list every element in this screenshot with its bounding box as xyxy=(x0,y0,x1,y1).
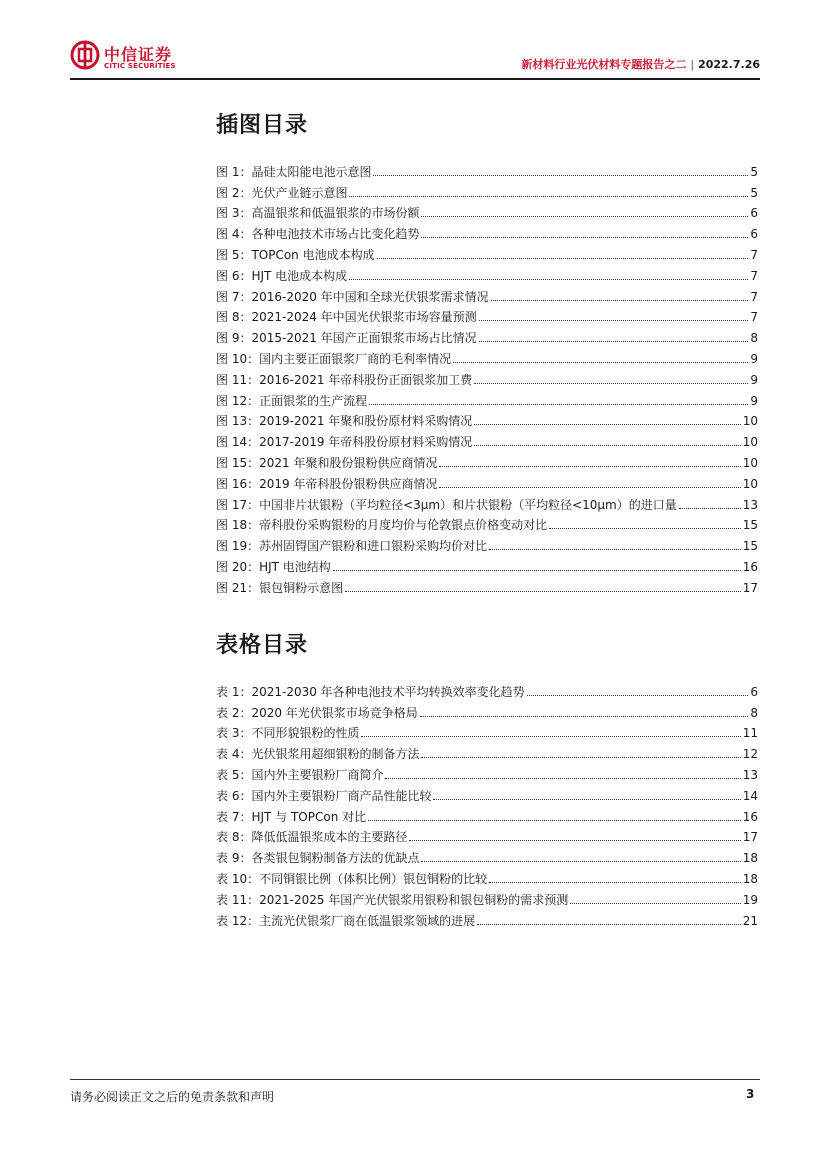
toc-entry-label: 图 7：2016-2020 年中国和全球光伏银浆需求情况 xyxy=(216,289,489,304)
toc-page-number: 10 xyxy=(742,435,758,450)
toc-page-number: 9 xyxy=(750,372,758,387)
toc-page-number: 9 xyxy=(750,393,758,408)
toc-page-number: 16 xyxy=(742,809,758,824)
toc-entry-label: 图 16：2019 年帝科股份银粉供应商情况 xyxy=(216,476,438,491)
toc-entry-label: 图 3：高温银浆和低温银浆的市场份额 xyxy=(216,206,420,221)
toc-page-number: 7 xyxy=(750,289,758,304)
toc-dot-leader xyxy=(333,570,741,571)
toc-entry-label: 图 15：2021 年聚和股份银粉供应商情况 xyxy=(216,455,438,470)
toc-page-number: 7 xyxy=(750,247,758,262)
toc-page-number: 7 xyxy=(750,310,758,325)
toc-page-number: 10 xyxy=(742,476,758,491)
citic-emblem-icon xyxy=(70,40,100,70)
report-series-title: 新材料行业光伏材料专题报告之二 xyxy=(521,58,687,71)
toc-dot-leader xyxy=(369,404,748,405)
toc-dot-leader xyxy=(489,549,741,550)
toc-page-number: 7 xyxy=(750,268,758,283)
table-toc-entry[interactable] xyxy=(216,865,758,886)
figure-toc-entry[interactable] xyxy=(216,283,758,304)
logo-english-name: CITIC SECURITIES xyxy=(104,62,176,70)
toc-entry-label: 图 14：2017-2019 年帝科股份原材料采购情况 xyxy=(216,435,473,450)
figure-toc-entry[interactable] xyxy=(216,220,758,241)
toc-dot-leader xyxy=(377,258,749,259)
toc-dot-leader xyxy=(420,716,749,717)
toc-page-number: 11 xyxy=(742,726,758,741)
figure-toc-entry[interactable] xyxy=(216,179,758,200)
toc-dot-leader xyxy=(421,216,748,217)
table-toc-entry[interactable] xyxy=(216,678,758,699)
toc-dot-leader xyxy=(489,882,741,883)
toc-dot-leader xyxy=(453,362,748,363)
header-divider xyxy=(70,78,760,80)
figure-toc-entry[interactable] xyxy=(216,428,758,449)
toc-entry-label: 图 4：各种电池技术市场占比变化趋势 xyxy=(216,227,420,242)
toc-page-number: 18 xyxy=(742,871,758,886)
report-title xyxy=(521,56,760,72)
toc-page-number: 6 xyxy=(750,206,758,221)
toc-entry-label: 表 12：主流光伏银浆厂商在低温银浆领域的进展 xyxy=(216,913,476,928)
table-toc-entry[interactable] xyxy=(216,886,758,907)
footer-divider xyxy=(70,1079,760,1080)
toc-entry-label: 图 2：光伏产业链示意图 xyxy=(216,185,348,200)
toc-dot-leader xyxy=(474,424,740,425)
figure-toc-entry[interactable] xyxy=(216,408,758,429)
toc-entry-label: 表 3：不同形貌银粉的性质 xyxy=(216,726,360,741)
figure-toc-entry[interactable] xyxy=(216,491,758,512)
table-toc-entry[interactable] xyxy=(216,740,758,761)
toc-dot-leader xyxy=(345,591,741,592)
toc-dot-leader xyxy=(549,528,741,529)
toc-entry-label: 图 8：2021-2024 年中国光伏银浆市场容量预测 xyxy=(216,310,477,325)
toc-entry-label: 表 7：HJT 与 TOPCon 对比 xyxy=(216,809,367,824)
table-toc-entry[interactable] xyxy=(216,907,758,928)
toc-page-number: 13 xyxy=(742,767,758,782)
figure-toc-entry[interactable] xyxy=(216,345,758,366)
toc-dot-leader xyxy=(491,300,749,301)
toc-entry-label: 图 17：中国非片状银粉（平均粒径<3μm）和片状银粉（平均粒径<10μm）的进口量 xyxy=(216,497,677,512)
toc-dot-leader xyxy=(421,861,740,862)
figure-toc-entry[interactable] xyxy=(216,200,758,221)
toc-entry-label: 表 10：不同铜银比例（体积比例）银包铜粉的比较 xyxy=(216,871,488,886)
figures-toc-title: 插图目录 xyxy=(216,113,309,138)
figure-toc-entry[interactable] xyxy=(216,262,758,283)
toc-dot-leader xyxy=(479,320,749,321)
toc-dot-leader xyxy=(439,466,740,467)
tables-toc-title: 表格目录 xyxy=(216,633,309,658)
toc-dot-leader xyxy=(433,799,740,800)
toc-dot-leader xyxy=(477,924,741,925)
toc-entry-label: 表 8：降低低温银浆成本的主要路径 xyxy=(216,830,408,845)
toc-page-number: 15 xyxy=(742,518,758,533)
toc-dot-leader xyxy=(439,487,740,488)
toc-entry-label: 表 6：国内外主要银粉厂商产品性能比较 xyxy=(216,788,432,803)
table-toc-entry[interactable] xyxy=(216,844,758,865)
toc-dot-leader xyxy=(385,778,740,779)
toc-page-number: 8 xyxy=(750,331,758,346)
toc-dot-leader xyxy=(421,757,740,758)
toc-dot-leader xyxy=(361,736,740,737)
toc-entry-label: 表 2：2020 年光伏银浆市场竞争格局 xyxy=(216,705,418,720)
table-toc-entry[interactable] xyxy=(216,761,758,782)
toc-dot-leader xyxy=(373,175,748,176)
toc-dot-leader xyxy=(349,196,748,197)
toc-page-number: 17 xyxy=(742,580,758,595)
toc-page-number: 5 xyxy=(750,164,758,179)
toc-page-number: 10 xyxy=(742,455,758,470)
toc-page-number: 6 xyxy=(750,684,758,699)
toc-page-number: 18 xyxy=(742,851,758,866)
toc-page-number: 13 xyxy=(742,497,758,512)
figure-toc-entry[interactable] xyxy=(216,532,758,553)
figure-toc-entry[interactable] xyxy=(216,574,758,595)
toc-page-number: 14 xyxy=(742,788,758,803)
toc-dot-leader xyxy=(349,279,748,280)
figure-toc-entry[interactable] xyxy=(216,366,758,387)
toc-page-number: 12 xyxy=(742,747,758,762)
toc-entry-label: 表 5：国内外主要银粉厂商简介 xyxy=(216,767,384,782)
toc-page-number: 5 xyxy=(750,185,758,200)
toc-page-number: 6 xyxy=(750,227,758,242)
figure-toc-entry[interactable] xyxy=(216,553,758,574)
toc-page-number: 9 xyxy=(750,351,758,366)
toc-page-number: 16 xyxy=(742,559,758,574)
table-toc-entry[interactable] xyxy=(216,720,758,741)
toc-page-number: 15 xyxy=(742,539,758,554)
toc-entry-label: 图 5：TOPCon 电池成本构成 xyxy=(216,247,375,262)
figure-toc-entry[interactable] xyxy=(216,241,758,262)
toc-entry-label: 图 6：HJT 电池成本构成 xyxy=(216,268,348,283)
toc-dot-leader xyxy=(474,445,740,446)
table-toc-entry[interactable] xyxy=(216,803,758,824)
toc-page-number: 21 xyxy=(742,913,758,928)
citic-securities-logo xyxy=(70,36,210,76)
toc-entry-label: 表 1：2021-2030 年各种电池技术平均转换效率变化趋势 xyxy=(216,684,525,699)
toc-entry-label: 图 1：晶硅太阳能电池示意图 xyxy=(216,164,372,179)
toc-page-number: 19 xyxy=(742,892,758,907)
toc-entry-label: 表 11：2021-2025 年国产光伏银浆用银粉和银包铜粉的需求预测 xyxy=(216,892,569,907)
figure-toc-entry[interactable] xyxy=(216,304,758,325)
toc-dot-leader xyxy=(409,840,740,841)
figures-toc xyxy=(216,158,758,595)
toc-page-number: 10 xyxy=(742,414,758,429)
logo-chinese-name: 中信证券 xyxy=(104,45,173,64)
toc-entry-label: 图 12：正面银浆的生产流程 xyxy=(216,393,368,408)
toc-dot-leader xyxy=(474,383,748,384)
figure-toc-entry[interactable] xyxy=(216,470,758,491)
toc-entry-label: 图 19：苏州固锝国产银粉和进口银粉采购均价对比 xyxy=(216,539,488,554)
toc-entry-label: 图 21：银包铜粉示意图 xyxy=(216,580,344,595)
toc-entry-label: 图 13：2019-2021 年聚和股份原材料采购情况 xyxy=(216,414,473,429)
figure-toc-entry[interactable] xyxy=(216,158,758,179)
toc-page-number: 17 xyxy=(742,830,758,845)
toc-entry-label: 图 18：帝科股份采购银粉的月度均价与伦敦银点价格变动对比 xyxy=(216,518,548,533)
toc-dot-leader xyxy=(368,820,741,821)
toc-entry-label: 图 11：2016-2021 年帝科股份正面银浆加工费 xyxy=(216,372,473,387)
toc-dot-leader xyxy=(679,508,741,509)
figure-toc-entry[interactable] xyxy=(216,324,758,345)
figure-toc-entry[interactable] xyxy=(216,387,758,408)
table-toc-entry[interactable] xyxy=(216,699,758,720)
table-toc-entry[interactable] xyxy=(216,824,758,845)
page-number: 3 xyxy=(746,1087,755,1101)
report-date: 2022.7.26 xyxy=(698,58,760,71)
toc-entry-label: 图 10：国内主要正面银浆厂商的毛利率情况 xyxy=(216,351,452,366)
page-header xyxy=(70,36,760,80)
toc-dot-leader xyxy=(479,341,749,342)
figure-toc-entry[interactable] xyxy=(216,512,758,533)
toc-entry-label: 表 4：光伏银浆用超细银粉的制备方法 xyxy=(216,747,420,762)
toc-entry-label: 图 9：2015-2021 年国产正面银浆市场占比情况 xyxy=(216,331,477,346)
tables-toc xyxy=(216,678,758,928)
toc-entry-label: 表 9：各类银包铜粉制备方法的优缺点 xyxy=(216,851,420,866)
toc-dot-leader xyxy=(421,237,748,238)
toc-page-number: 8 xyxy=(750,705,758,720)
title-separator: | xyxy=(690,58,695,71)
figure-toc-entry[interactable] xyxy=(216,449,758,470)
toc-dot-leader xyxy=(570,903,740,904)
footer-disclaimer: 请务必阅读正文之后的免责条款和声明 xyxy=(70,1090,275,1104)
toc-dot-leader xyxy=(527,695,749,696)
table-toc-entry[interactable] xyxy=(216,782,758,803)
toc-entry-label: 图 20：HJT 电池结构 xyxy=(216,559,331,574)
